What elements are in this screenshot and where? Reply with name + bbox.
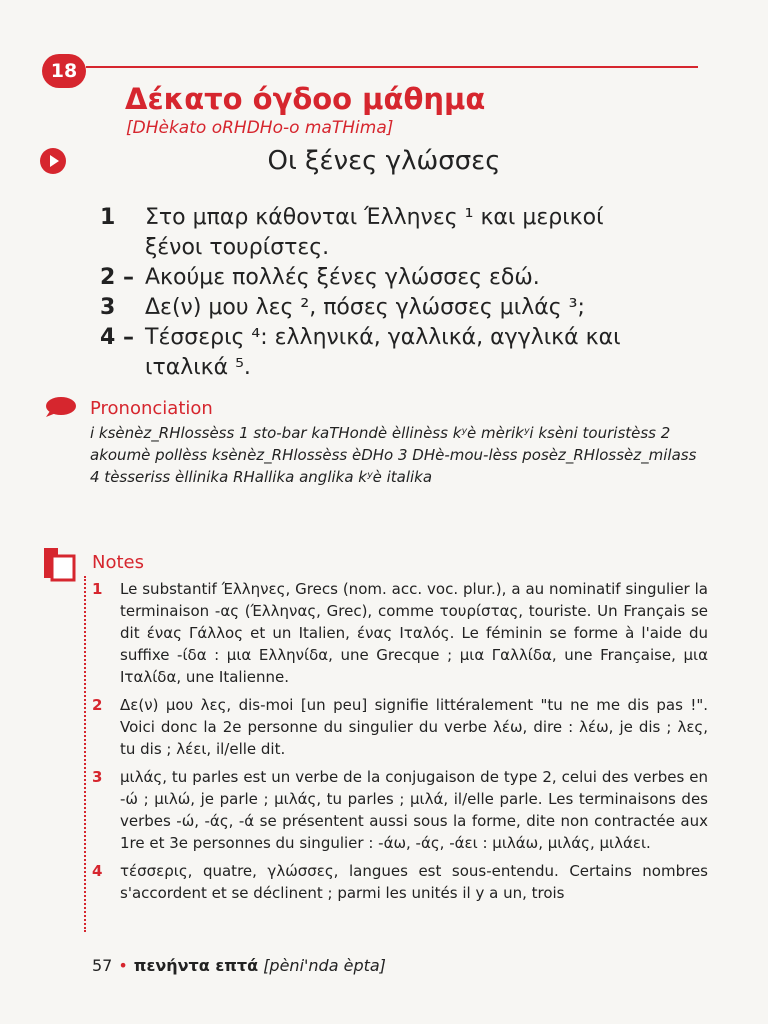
line-number (100, 233, 145, 263)
line-text: Ακούμε πολλές ξένες γλώσσες εδώ. (145, 265, 540, 290)
lesson-title: Δέκατο όγδοο μάθημα (125, 82, 486, 116)
line-text: Δε(ν) μου λες ², πόσες γλώσσες μιλάς ³; (145, 295, 585, 320)
dialogue-line (100, 203, 710, 233)
line-number: 4 – (100, 325, 134, 350)
line-text: ξένοι τουρίστες. (145, 235, 330, 260)
line-number: 2 – (100, 265, 134, 290)
dialogue-line (100, 263, 710, 293)
page-number: 57 (92, 956, 113, 975)
dialogue-line (100, 233, 710, 263)
dialogue-line (100, 353, 710, 383)
note-number: 4 (92, 862, 103, 880)
line-number (100, 353, 145, 383)
dialogue-title: Οι ξένες γλώσσες (267, 146, 501, 176)
line-number: 3 (100, 295, 116, 320)
line-text: Στο μπαρ κάθονται Έλληνες ¹ και μερικοί (145, 205, 604, 230)
dialogue-line (100, 323, 710, 353)
page-number-greek: πενήντα επτά (133, 956, 259, 975)
notes-list (92, 578, 708, 910)
pronunciation-heading: Prononciation (90, 398, 213, 419)
footer-bullet: • (118, 956, 128, 975)
note-number: 3 (92, 768, 103, 786)
pronunciation-text: i ksènèz_RHlossèss 1 sto-bar kaTHondè èllinèss kʸè mèrikʸi ksèni touristèss 2 akoumè pollèss ksènèz_RHlossèss èDHo 3 DHè-mou-lèss posèz_RHlossèz_milass 4 tèsseriss èllinika RHallika anglika kʸè italika (90, 424, 697, 486)
line-text: ιταλικά ⁵. (145, 355, 251, 380)
lesson-number-badge: 18 (42, 54, 86, 88)
dialogue-line (100, 293, 710, 323)
notes-heading: Notes (92, 552, 144, 573)
line-text: Τέσσερις ⁴: ελληνικά, γαλλικά, αγγλικά και (145, 325, 621, 350)
notes-dotted-rule (84, 576, 88, 932)
note-text: Δε(ν) μου λες, dis-moi [un peu] signifie littéralement "tu ne me dis pas !". Voici donc la 2e personne du singulier du verbe λέω, dire : λέω, je dis ; λες, tu dis ; λέει, il/elle dit. (120, 696, 708, 758)
page-number-transliteration: [pèni'nda èpta] (263, 956, 386, 975)
note-number: 2 (92, 696, 103, 714)
header-rule (86, 66, 698, 68)
note-item (92, 766, 708, 854)
note-text: μιλάς, tu parles est un verbe de la conjugaison de type 2, celui des verbes en -ώ ; μιλώ, je parle ; μιλάς, tu parles ; μιλά, il/elle parle. Les terminaisons des verbes -ώ, -άς, -ά se présentent aussi sous la forme, dite non contractée aux 1re et 3e personnes du singulier : -άω, -άς, -άει : μιλάω, μιλάς, μιλάει. (120, 768, 708, 852)
note-item (92, 860, 708, 904)
line-number: 1 (100, 205, 116, 230)
note-item (92, 578, 708, 688)
note-number: 1 (92, 580, 103, 598)
page-footer (92, 956, 386, 975)
dialogue (100, 203, 710, 383)
note-text: Le substantif Έλληνες, Grecs (nom. acc. voc. plur.), a au nominatif singulier la terminaison -ας (Έλληνας, Grec), comme τουρίστας, touriste. Un Français se dit ένας Γάλλος et un Italien, ένας Ιταλός. Le féminin se forme à l'aide du suffixe -ίδα : μια Ελληνίδα, une Grecque ; μια Γαλλίδα, une Française, μια Ιταλίδα, une Italienne. (120, 580, 708, 686)
note-item (92, 694, 708, 760)
lesson-transliteration: [DHèkato oRHDHo-o maTHima] (126, 118, 394, 138)
speech-bubble-icon (44, 396, 78, 418)
note-text: τέσσερις, quatre, γλώσσες, langues est sous-entendu. Certains nombres s'accordent et se déclinent ; parmi les unités il y a un, trois (120, 862, 708, 902)
notes-icon (44, 548, 76, 582)
